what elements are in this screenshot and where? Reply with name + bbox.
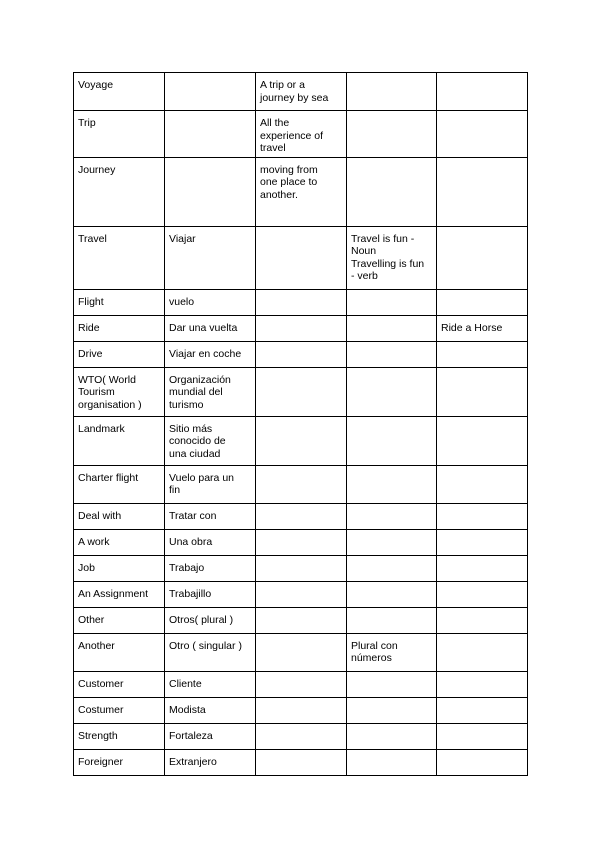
table-cell-definition: All the experience of travel <box>256 111 347 158</box>
table-cell-translation: Viajar <box>165 226 256 289</box>
table-cell-definition <box>256 607 347 633</box>
table-row <box>74 749 528 775</box>
table-cell-example <box>437 226 528 289</box>
table-cell-definition <box>256 465 347 503</box>
table-cell-term: Trip <box>74 111 165 158</box>
table-cell-example <box>437 416 528 465</box>
table-cell-definition <box>256 341 347 367</box>
table-cell-example <box>437 723 528 749</box>
table-cell-definition <box>256 633 347 671</box>
table-cell-term: Deal with <box>74 503 165 529</box>
table-cell-definition <box>256 315 347 341</box>
table-row <box>74 289 528 315</box>
table-cell-definition <box>256 749 347 775</box>
table-row <box>74 671 528 697</box>
table-cell-definition <box>256 697 347 723</box>
table-cell-translation: Vuelo para un fin <box>165 465 256 503</box>
table-cell-example <box>437 633 528 671</box>
table-cell-term: Other <box>74 607 165 633</box>
table-row <box>74 503 528 529</box>
table-cell-definition: moving from one place to another. <box>256 157 347 226</box>
vocabulary-table-body <box>74 73 528 776</box>
table-cell-term: A work <box>74 529 165 555</box>
table-cell-translation: Tratar con <box>165 503 256 529</box>
table-cell-example: Ride a Horse <box>437 315 528 341</box>
table-row <box>74 226 528 289</box>
table-cell-notes <box>347 723 437 749</box>
table-cell-term: Job <box>74 555 165 581</box>
table-cell-definition <box>256 289 347 315</box>
table-cell-translation: Otros( plural ) <box>165 607 256 633</box>
table-cell-notes <box>347 367 437 416</box>
table-cell-term: Foreigner <box>74 749 165 775</box>
table-row <box>74 607 528 633</box>
table-cell-notes: Plural con números <box>347 633 437 671</box>
table-cell-term: Charter flight <box>74 465 165 503</box>
table-cell-translation: Dar una vuelta <box>165 315 256 341</box>
table-cell-translation <box>165 111 256 158</box>
table-cell-term: Costumer <box>74 697 165 723</box>
table-cell-term: Flight <box>74 289 165 315</box>
table-cell-example <box>437 367 528 416</box>
table-cell-notes <box>347 111 437 158</box>
table-cell-translation: Fortaleza <box>165 723 256 749</box>
table-cell-notes <box>347 581 437 607</box>
table-cell-example <box>437 529 528 555</box>
table-cell-example <box>437 73 528 111</box>
table-row <box>74 581 528 607</box>
table-cell-definition <box>256 671 347 697</box>
table-cell-term: Strength <box>74 723 165 749</box>
table-row <box>74 529 528 555</box>
table-cell-example <box>437 341 528 367</box>
table-cell-example <box>437 289 528 315</box>
table-cell-term: Journey <box>74 157 165 226</box>
table-cell-term: WTO( World Tourism organisation ) <box>74 367 165 416</box>
table-cell-definition <box>256 555 347 581</box>
table-cell-definition <box>256 581 347 607</box>
table-row <box>74 367 528 416</box>
table-cell-notes <box>347 529 437 555</box>
table-cell-notes <box>347 157 437 226</box>
table-row <box>74 341 528 367</box>
table-cell-notes <box>347 73 437 111</box>
table-cell-notes <box>347 749 437 775</box>
table-cell-definition <box>256 226 347 289</box>
table-cell-translation: Una obra <box>165 529 256 555</box>
table-cell-notes <box>347 555 437 581</box>
table-row <box>74 633 528 671</box>
table-row <box>74 697 528 723</box>
table-cell-notes <box>347 289 437 315</box>
table-cell-definition <box>256 529 347 555</box>
table-cell-example <box>437 697 528 723</box>
table-cell-term: Voyage <box>74 73 165 111</box>
table-cell-example <box>437 157 528 226</box>
table-cell-term: Drive <box>74 341 165 367</box>
table-cell-notes <box>347 315 437 341</box>
table-cell-notes <box>347 697 437 723</box>
table-cell-example <box>437 749 528 775</box>
table-cell-term: An Assignment <box>74 581 165 607</box>
table-cell-translation: Extranjero <box>165 749 256 775</box>
vocabulary-table <box>73 72 528 776</box>
table-cell-notes <box>347 503 437 529</box>
table-cell-translation: Viajar en coche <box>165 341 256 367</box>
table-row <box>74 157 528 226</box>
table-cell-example <box>437 503 528 529</box>
table-cell-translation: Sitio más conocido de una ciudad <box>165 416 256 465</box>
table-cell-example <box>437 607 528 633</box>
table-cell-example <box>437 555 528 581</box>
table-cell-notes <box>347 671 437 697</box>
table-cell-definition <box>256 503 347 529</box>
table-row <box>74 465 528 503</box>
table-cell-notes: Travel is fun - Noun Travelling is fun - verb <box>347 226 437 289</box>
table-cell-example <box>437 465 528 503</box>
table-cell-definition <box>256 367 347 416</box>
table-row <box>74 723 528 749</box>
table-cell-example <box>437 671 528 697</box>
table-cell-notes <box>347 341 437 367</box>
table-cell-translation: Cliente <box>165 671 256 697</box>
table-cell-example <box>437 111 528 158</box>
table-row <box>74 416 528 465</box>
table-cell-definition <box>256 416 347 465</box>
table-cell-definition <box>256 723 347 749</box>
table-cell-notes <box>347 416 437 465</box>
table-cell-example <box>437 581 528 607</box>
table-cell-translation <box>165 157 256 226</box>
table-cell-translation: vuelo <box>165 289 256 315</box>
table-cell-term: Another <box>74 633 165 671</box>
table-cell-notes <box>347 607 437 633</box>
table-row <box>74 555 528 581</box>
table-cell-translation: Organización mundial del turismo <box>165 367 256 416</box>
table-cell-term: Travel <box>74 226 165 289</box>
table-row <box>74 315 528 341</box>
table-cell-translation: Modista <box>165 697 256 723</box>
table-cell-translation: Trabajillo <box>165 581 256 607</box>
table-cell-definition: A trip or a journey by sea <box>256 73 347 111</box>
table-cell-translation: Otro ( singular ) <box>165 633 256 671</box>
table-cell-term: Customer <box>74 671 165 697</box>
table-row <box>74 73 528 111</box>
table-cell-term: Landmark <box>74 416 165 465</box>
table-cell-term: Ride <box>74 315 165 341</box>
table-row <box>74 111 528 158</box>
table-cell-translation: Trabajo <box>165 555 256 581</box>
table-cell-notes <box>347 465 437 503</box>
table-cell-translation <box>165 73 256 111</box>
